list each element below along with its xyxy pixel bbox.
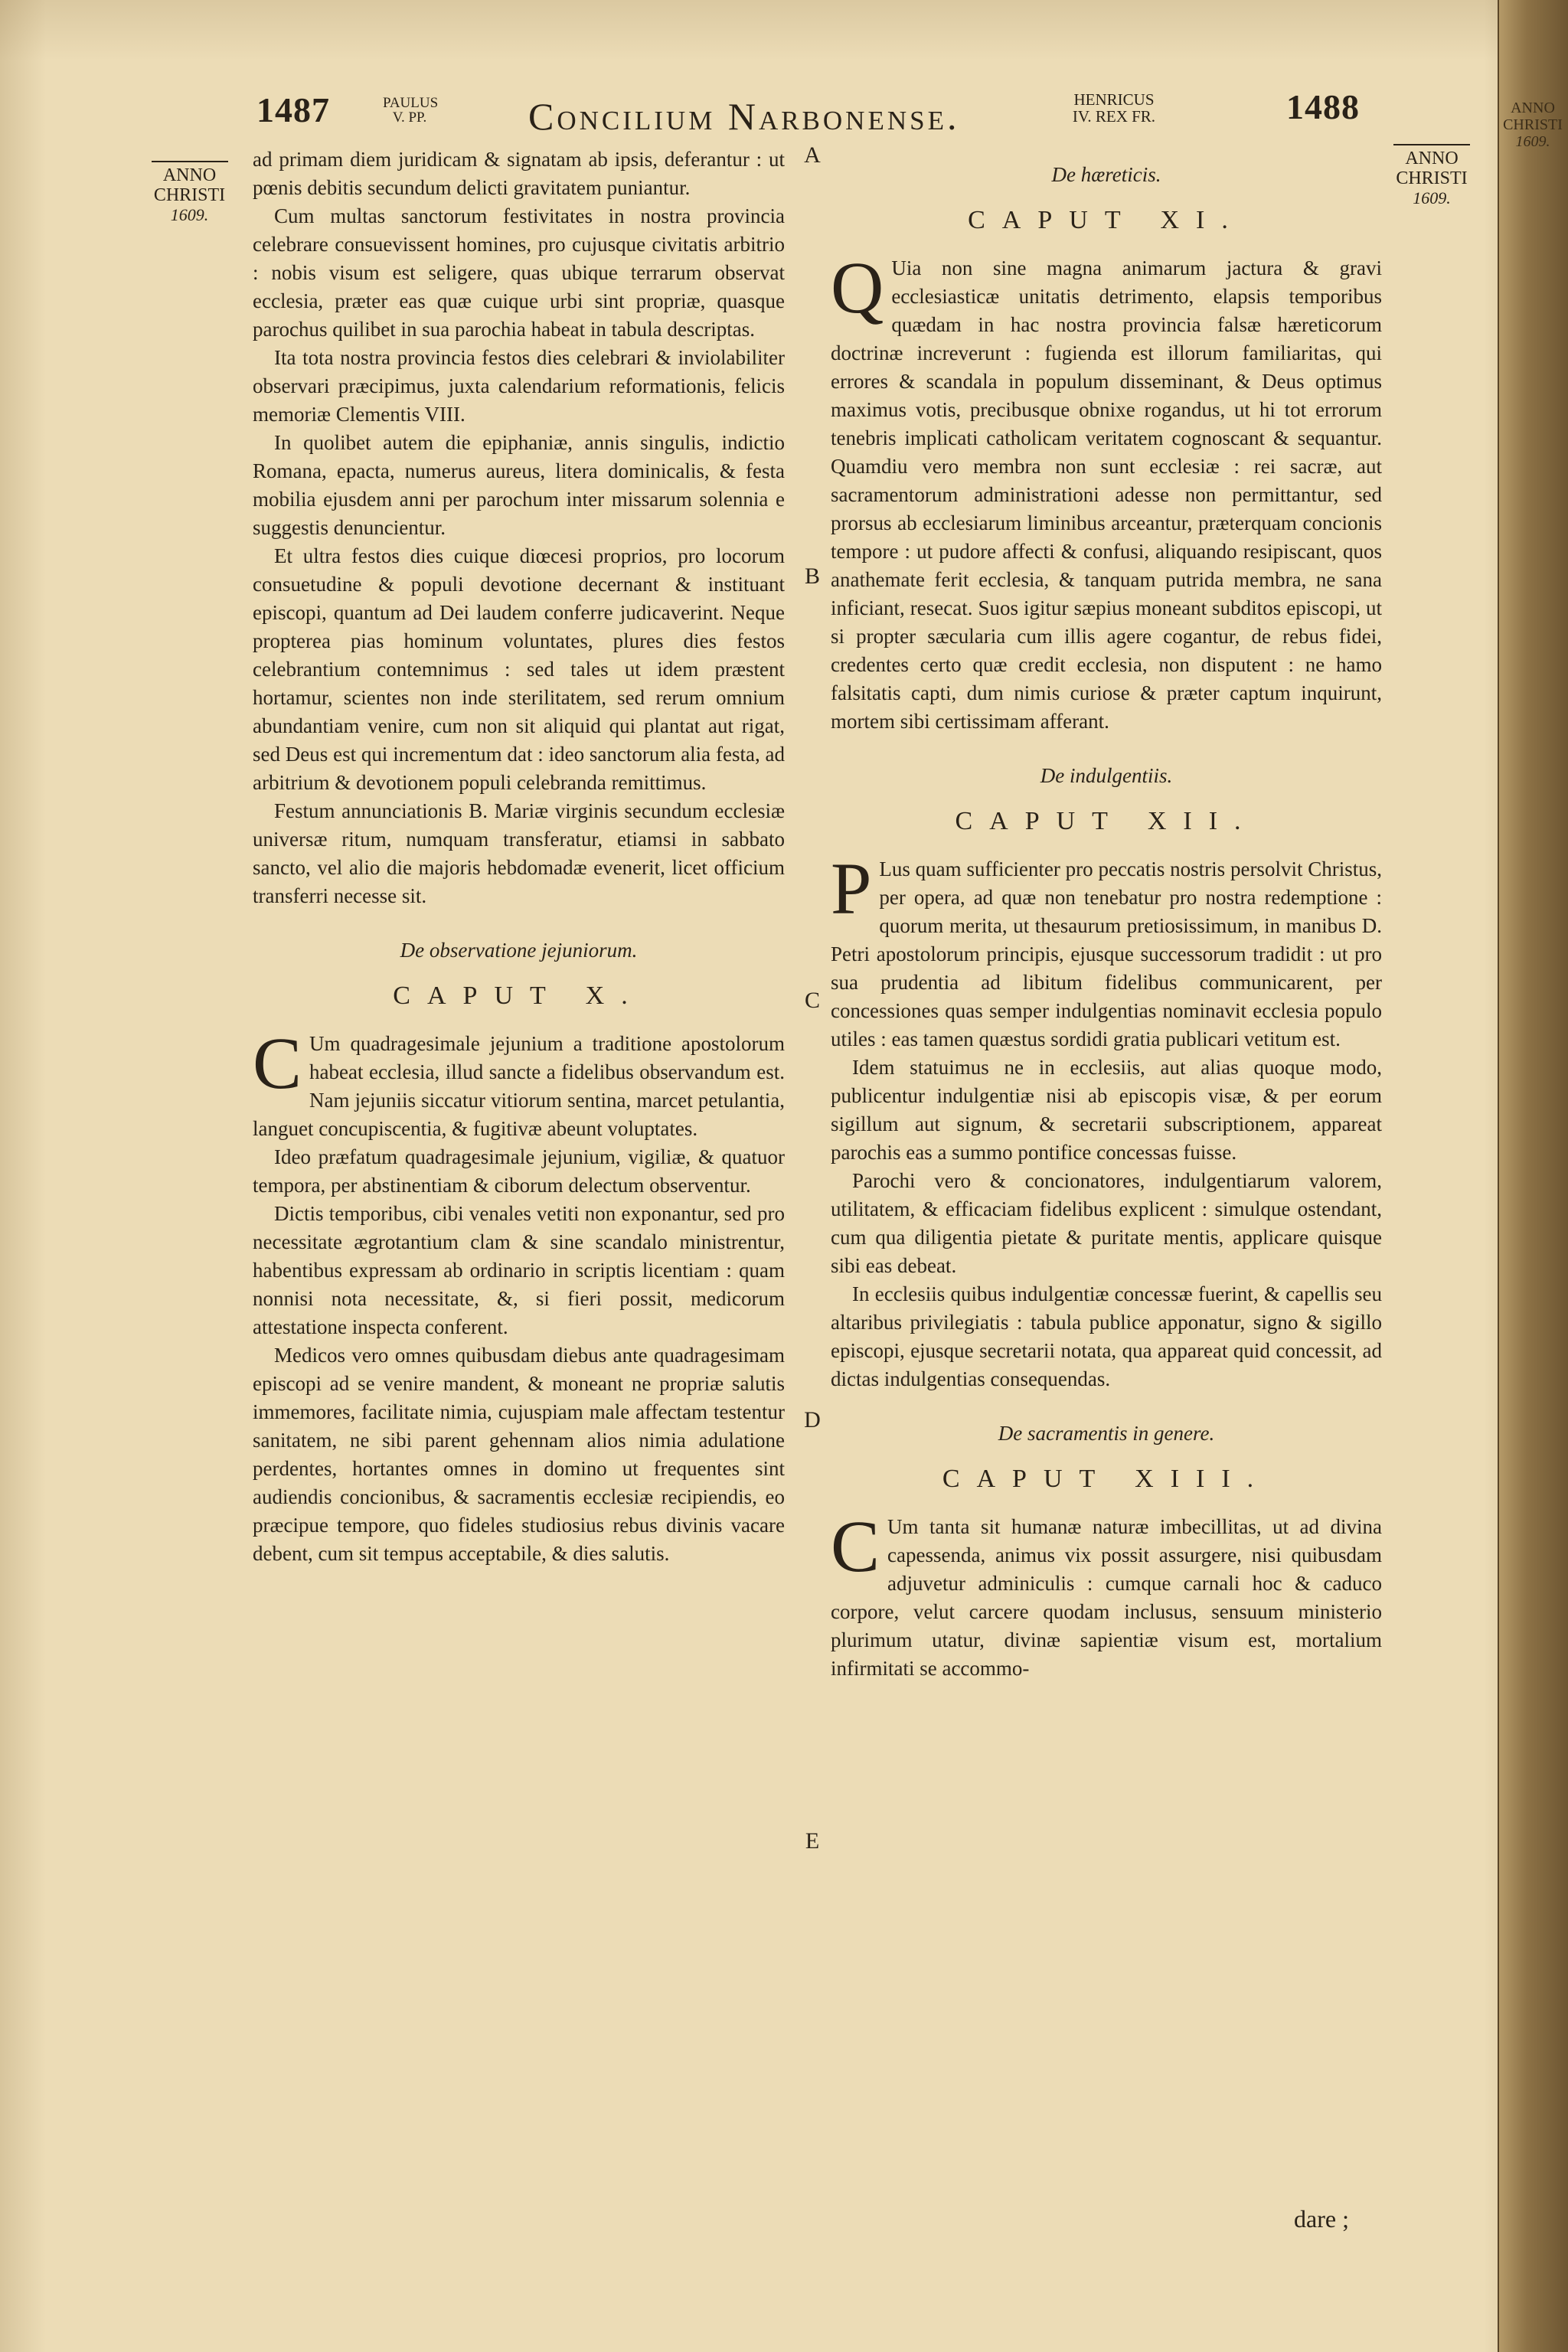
margin-rule: [152, 161, 228, 162]
paragraph: C Um quadragesimale jejunium a traditione apostolorum habeat ecclesia, illud sancte a fidelibus observandum est. Nam jejuniis siccatur vitiorum sentina, marcet petulantia, languet concupiscentia, & fugitivæ abeunt voluptates.: [253, 1022, 785, 1140]
paragraph: Ideo præfatum quadragesimale jejunium, vigiliæ, & quatuor tempora, per abstinentiam & ciborum delectum observentur.: [253, 1145, 785, 1197]
page-title: Concilium Narbonense.: [528, 95, 960, 138]
section-subtitle: De indulgentiis.: [1040, 764, 1173, 787]
section-letter-e: E: [805, 1828, 820, 1854]
chapter-heading: CAPUT XI.: [968, 206, 1245, 234]
drop-cap: C: [253, 1022, 302, 1104]
drop-cap: C: [831, 1505, 880, 1587]
paragraph: Festum annunciationis B. Mariæ virginis secundum ecclesiæ universæ ritum, numquam transferatur, etiamsi in sabbato sancto, vel alio die majoris hebdomadæ evenerit, licet officium transferri necesse sit.: [253, 799, 785, 907]
paragraph: C Um tanta sit humanæ naturæ imbecillitas, ut ad divina capessenda, animus vix possit assurgere, nisi quibusdam adjuvetur adminiculis : cumque carnali hoc & caduco corpore, velut carcere quodam inclusus, sensuum ministerio plurimum utatur, divinæ sapientiæ visum est, mortalium infirmitati se accommo-: [831, 1505, 1382, 1680]
facing-page-edge: [1498, 0, 1568, 2352]
paragraph: Idem statuimus ne in ecclesiis, aut alias quoque modo, publicentur indulgentiæ nisi ab episcopis visæ, & per eorum sigillum aut signum, & secretarii subscriptionem, appareat parochis eas a summo pontifice concessas fuisse.: [831, 1056, 1382, 1164]
section-subtitle: De sacramentis in genere.: [998, 1422, 1215, 1445]
right-column: [831, 145, 1382, 1683]
margin-note-right: ANNO CHRISTI 1609.: [1390, 144, 1474, 208]
paragraph: Q Uia non sine magna animarum jactura & gravi ecclesiasticæ unitatis detrimento, elapsis temporibus quædam in hac nostra provincia falsæ hæreticorum doctrinæ increverunt : fugienda est illorum familiaritas, qui errores & scandala in populum disseminant, & Deus optimus maximus votis, precibusque obnixe rogandus, ut hi tot errorum tenebris implicati catholicam veritatem cognoscant & sequantur. Quamdiu vero membra non sunt ecclesiæ : rei sacræ, aut sacramentorum administrationi adesse non permittantur, sed prorsus ab ecclesiarum liminibus arceantur, præterquam concionis tempore : ut pudore affecti & confusi, aliquando resipiscant, quos anathemate ferit ecclesia, & tanquam putrida membra, ne sana inficiant, resecat. Suos igitur sæpius moneant subditos episcopi, ut si propter sæcularia cum illis agere cogantur, de rebus fidei, credentes certo quæ credit ecclesia, non disputent : ne hamo falsitatis capti, dum nimis curiose & præter captum inquirunt, mortem sibi certissimam afferant.: [831, 247, 1382, 733]
chapter-heading: CAPUT XII.: [955, 807, 1258, 835]
margin-note-left: ANNO CHRISTI 1609.: [145, 161, 234, 225]
paragraph: Ita tota nostra provincia festos dies celebrari & inviolabiliter observari præcipimus, juxta calendarium reformationis, felicis memoriæ Clementis VIII.: [253, 346, 785, 426]
paragraph: Et ultra festos dies cuique diœcesi proprios, pro locorum consuetudine & populi devotione decernant & instituant episcopi, quantum ad Dei laudem conferre judicaverint. Neque propterea pias hominum voluntates, plures dies festos celebrantium contemnimus : sed tales ut idem præstent hortamur, scientes non inde sterilitatem, sed rerum omnium abundantiam venire, cum non sit aliquid qui plantat aut rigat, sed Deus est qui incrementum dat : ideo sanctorum alia festa, ad arbitrium & devotionem populi celebranda remittimus.: [253, 544, 785, 794]
section-letter-a: A: [804, 142, 821, 168]
king-heading: HENRICUS IV. REX FR.: [1072, 90, 1156, 126]
page-number-right: 1488: [1286, 87, 1360, 126]
chapter-heading: CAPUT X.: [393, 982, 645, 1010]
drop-cap: Q: [831, 247, 884, 328]
paragraph: Medicos vero omnes quibusdam diebus ante quadragesimam episcopi ad se venire mandent, & moneant ne propriæ salutis immemores, facilitate nimia, cujuspiam male affectam testentur sanitatem, ne sibi parent gehennam alios nimia adulatione perdentes, hortantes omnes in domino ut frequentes sint audiendis concionibus, & sacramentis ecclesiæ recipiendis, eo præcipue tempore, quo fideles studiosius rebus divinis vacare debent, cum sit tempus acceptabile, & dies salutis.: [253, 1344, 785, 1565]
section-subtitle: De hæreticis.: [1051, 163, 1161, 186]
running-header: [0, 80, 1501, 142]
pope-heading: PAULUS V. PP.: [383, 95, 439, 126]
paragraph: Cum multas sanctorum festivitates in nostra provincia celebrare consuevissent homines, pro cujusque civitatis arbitrio : nobis visum est seligere, quas ubique terrarum observat ecclesia, præter eas quæ cuique urbi sint propriæ, quasque parochus quilibet in sua parochia habeat in tabula descriptas.: [253, 204, 785, 341]
catchword: dare ;: [1294, 2205, 1349, 2233]
section-letter-c: C: [804, 988, 820, 1013]
paragraph: ad primam diem juridicam & signatam ab ipsis, deferantur : ut pœnis debitis secundum delicti gravitatem puniantur.: [253, 148, 785, 199]
section-letter-d: D: [804, 1407, 821, 1432]
left-column: [253, 145, 785, 1568]
facing-page-margin-note: ANNO CHRISTI 1609.: [1503, 100, 1563, 150]
chapter-heading: CAPUT XIII.: [942, 1465, 1271, 1493]
drop-cap: P: [831, 848, 872, 929]
margin-rule: [1393, 144, 1470, 145]
paragraph: In quolibet autem die epiphaniæ, annis singulis, indictio Romana, epacta, numerus aureus, litera dominicalis, & festa mobilia ejusdem anni per parochum inter missarum solennia e suggestis denuncientur.: [253, 431, 785, 539]
paragraph: Dictis temporibus, cibi venales vetiti non exponantur, sed pro necessitate ægrotantium clam & sine scandalo ministrentur, habentibus expressam ab ordinario in scriptis licentiam : quam nonnisi nota necessitate, &, si fieri possit, medicorum attestatione inspecta conferent.: [253, 1202, 785, 1338]
paragraph: In ecclesiis quibus indulgentiæ concessæ fuerint, & capellis seu altaribus privilegiatis : tabula publice apponatur, signo & sigillo episcopi, ejusque secretarii notata, qua appareat quid concessit, ad dictas indulgentias consequendas.: [831, 1282, 1382, 1390]
page-number-left: 1487: [256, 90, 330, 129]
paragraph: Parochi vero & concionatores, indulgentiarum valorem, utilitatem, & efficaciam fidelibus explicent : simulque ostendant, cum qua diligentia pietate & puritate mentis, applicare quisque sibi eas debeat.: [831, 1169, 1382, 1277]
paragraph: P Lus quam sufficienter pro peccatis nostris persolvit Christus, per opera, ad quæ non tenebatur pro nostra redemptione : quorum merita, ut thesaurum pretiosissimum, in manibus D. Petri apostolorum principis, ejusque successorum tradidit : ut pro sua prudentia ad libitum fidelibus communicarent, per concessiones quas semper indulgentias nominavit ecclesia populo utiles : eas tamen quæstus sordidi gratia publicari vetitum est.: [831, 848, 1382, 1050]
section-letter-b: B: [804, 564, 820, 589]
section-subtitle: De observatione jejuniorum.: [400, 939, 638, 962]
